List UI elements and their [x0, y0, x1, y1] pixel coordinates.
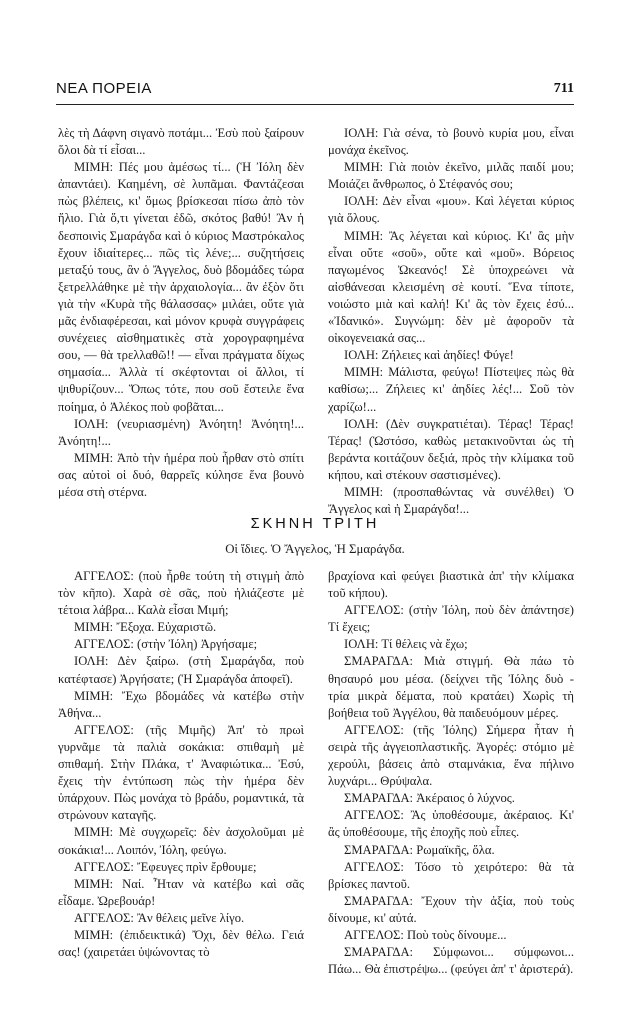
dialogue-line: ΜΙΜΗ: Ἂς λέγεται καὶ κύριος. Κι' ἂς μὴν εἶναι οὔτε «σοῦ», οὔτε καὶ «μοῦ». Βόρειος παγωμένος Ὠκεανός! Σὲ ὑποχρεώνει νὰ αἰσθάνεσαι κλεισμένη σὲ κουτί. Ἕνα τίποτε, νοιώστο μιὰ καὶ καλή! Κι' ἂς τὸν ἔχεις ἐσύ... «Ἰδανικό». Συγνώμη: δὲν μὲ ἀφοροῦν τὰ οἰκογενειακά σας...: [328, 228, 574, 346]
dialogue-line: ΜΙΜΗ: Μὲ συγχωρεῖς: δὲν ἀσχολοῦμαι μὲ σοκάκια!... Λοιπόν, Ἰόλη, φεύγω.: [58, 825, 304, 857]
dialogue-line: ΙΟΛΗ: Δὲν ξαίρω. (στὴ Σμαράγδα, ποὺ κατέφτασε) Ἀργήσατε; (Ἡ Σμαράγδα ἀποφεῖ).: [58, 654, 304, 686]
dialogue-line: ΑΓΓΕΛΟΣ: Ἂν θέλεις μεῖνε λίγο.: [74, 910, 245, 925]
dialogue-line: λὲς τὴ Δάφνη σιγανὸ ποτάμι... Ἐσὺ ποὺ ξαίρουν ὅλοι δὰ τί εἶσαι...: [58, 126, 304, 158]
dialogue-line: ΣΜΑΡΑΓΔΑ: Ἀκέραιος ὁ λύχνος.: [344, 791, 515, 806]
top-left-column: [58, 125, 304, 501]
dialogue-line: ΣΜΑΡΑΓΔΑ: Ἔχουν τὴν ἀξία, ποὺ τοὺς δίνουμε, κι' αὐτά.: [328, 893, 574, 925]
dialogue-line: ΑΓΓΕΛΟΣ: (στὴν Ἰόλη) Ἀργήσαμε;: [74, 637, 258, 652]
dialogue-line: ΜΙΜΗ: (ἐπιδεικτικά) Ὄχι, δὲν θέλω. Γειά σας! (χαιρετάει ὑψώνοντας τὸ: [58, 927, 304, 960]
dialogue-line: ΑΓΓΕΛΟΣ: Τόσο τὸ χειρότερο: θὰ τὰ βρίσκες παντοῦ.: [328, 859, 574, 891]
top-right-column: [328, 125, 574, 518]
bottom-left-column: [58, 568, 304, 961]
dialogue-line: ΜΙΜΗ: Πές μου ἀμέσως τί... (Ἡ Ἰόλη δὲν ἀπαντάει). Καημένη, σὲ λυπᾶμαι. Φαντάζεσαι πὼς βλέπεις, κι' ὅμως βρίσκεσαι πίσω ἀπὸ τὸν ἥλιο. Γιὰ ὅ,τι γίνεται ἐδῶ, σκότος βαθύ! Ἂν ἡ δεσποινὶς Σμαράγδα καὶ ὁ κύριος Μαστρόκαλος ἔχουν ἰδιαίτερες... πῶς τὶς λένε;... συζητήσεις μεταξύ τους, ἂν ὁ Ἄγγελος, δυὸ βδομάδες τώρα ξετρελλάθηκε μὲ τὴν ἀρχαιολογία... ἂν ἐξὸν ὅτι γιὰ τὴν «Κυρὰ τῆς θάλασσας» μιλάει, οὔτε γιὰ μᾶς ἐνδιαφέρεσαι, καὶ μόνον κρυφὰ συγγράφεις συνέχειες αἰσθηματικὲς στὰ χορογραφημένα σου, — θὰ τρελλαθῶ!! — εἶναι πράγματα δίχως σημασία... Ἀλλὰ τί σκέφτονται οἱ ἄλλοι, τί ψιθυρίζουν... Ὅπως τότε, που σοῦ ἔστειλε ἕνα ποίημα, ὁ Ἀλέκος ποὺ φοβᾶται...: [58, 160, 304, 414]
journal-title: ΝΕΑ ΠΟΡΕΙΑ: [56, 80, 152, 97]
dialogue-line: ΙΟΛΗ: (Δὲν συγκρατιέται). Τέρας! Τέρας! Τέρας! (Ὡστόσο, καθὼς μετακινοῦνται ὡς τὴ βεράντα κοιτάζουν δεξιά, πρὸς τὴν κλίμακα τοῦ κήπου, καὶ στέκουν σαστισμένες).: [328, 416, 574, 482]
dialogue-line: ΙΟΛΗ: Δὲν εἶναι «μου». Καὶ λέγεται κύριος γιὰ ὅλους.: [328, 194, 574, 226]
dialogue-line: βραχίονα καὶ φεύγει βιαστικὰ ἀπ' τὴν κλίμακα τοῦ κήπου).: [328, 569, 574, 601]
page-number: 711: [553, 81, 574, 96]
dialogue-line: ΜΙΜΗ: (προσπαθώντας νὰ συνέλθει) Ὁ Ἄγγελος καὶ ἡ Σμαράγδα!...: [328, 484, 574, 517]
dialogue-line: ΑΓΓΕΛΟΣ: Ποὺ τοὺς δίνουμε...: [344, 927, 507, 942]
dialogue-line: ΜΙΜΗ: Μάλιστα, φεύγω! Πίστεψες πὼς θὰ καθίσω;... Ζήλειες κι' ἀηδίες λές!... Σοῦ τὸν χαρίζω!...: [328, 365, 574, 414]
dialogue-line: ΜΙΜΗ: Ἔξοχα. Εὐχαριστῶ.: [74, 620, 217, 635]
dialogue-line: ΜΙΜΗ: Ναί. Ἦταν νὰ κατέβω καὶ σᾶς εἶδαμε. Ὠρεβουάρ!: [58, 876, 304, 908]
dialogue-line: ΜΙΜΗ: Ἔχω βδομάδες νὰ κατέβω στὴν Ἀθήνα...: [58, 688, 304, 720]
dialogue-line: ΑΓΓΕΛΟΣ: (τῆς Μιμῆς) Ἀπ' τὸ πρωὶ γυρνᾶμε τὰ παλιὰ σοκάκια: σπιθαμὴ μὲ σπιθαμή. Στὴν Πλάκα, τ' Ἀναφιώτικα... Ἐσύ, ἔχεις τὴν ἐντύπωση πὼς τὴν ἡμέρα δὲν ὑπάρχουν. Πὼς μονάχα τὸ βράδυ, ρομαντικά, τὰ στρώνουν καταγῆς.: [58, 722, 304, 823]
header-rule: [56, 104, 574, 105]
dialogue-line: ΣΜΑΡΑΓΔΑ: Ρωμαϊκῆς, ὅλα.: [344, 842, 495, 857]
dialogue-line: ΙΟΛΗ: (νευριασμένη) Ἀνόητη! Ἀνόητη!... Ἀνόητη!...: [58, 416, 304, 448]
dialogue-line: ΑΓΓΕΛΟΣ: Ἔφευγες πρὶν ἔρθουμε;: [74, 859, 257, 874]
bottom-right-column: [328, 568, 574, 978]
dialogue-line: ΑΓΓΕΛΟΣ: (τῆς Ἰόλης) Σήμερα ἦταν ἡ σειρὰ τῆς ἀγγειοπλαστικῆς. Ἀγορές: στόμιο μὲ χερούλι, βάσεις ἀπὸ σταμνάκια, ἕνα πήλινο λυχνάρι... Θρύψαλα.: [328, 722, 574, 789]
dialogue-line: ΑΓΓΕΛΟΣ: (ποὺ ἦρθε τούτη τὴ στιγμὴ ἀπὸ τὸν κῆπο). Χαρὰ σὲ σᾶς, ποὺ ἡλιάζεστε μὲ τέτοια λάβρα... Καλὰ εἶσαι Μιμή;: [58, 569, 304, 618]
dialogue-line: ΙΟΛΗ: Γιὰ σένα, τὸ βουνὸ κυρία μου, εἶναι μονάχα ἐκεῖνος.: [328, 126, 574, 158]
dialogue-line: ΜΙΜΗ: Γιὰ ποιὸν ἐκεῖνο, μιλᾶς παιδί μου; Μοιάζει ἄνθρωπος, ὁ Στέφανός σου;: [328, 160, 574, 192]
scene-subtitle: Οἱ ἴδιες. Ὁ Ἄγγελος, Ἡ Σμαράγδα.: [225, 542, 405, 556]
dialogue-line: ΣΜΑΡΑΓΔΑ: Σύμφωνοι... σύμφωνοι... Πάω... Θὰ ἐπιστρέψω... (φεύγει ἀπ' τ' ἀριστερά).: [328, 945, 574, 977]
dialogue-line: ΜΙΜΗ: Ἀπὸ τὴν ἡμέρα ποὺ ἦρθαν στὸ σπίτι σας αὐτοὶ οἱ δυό, θαρρεῖς κύλησε ἕνα βουνὸ μέσα στὴ στέρνα.: [58, 450, 304, 499]
page-header: [56, 80, 574, 102]
dialogue-line: ΣΜΑΡΑΓΔΑ: Μιὰ στιγμή. Θὰ πάω τὸ θησαυρό μου μέσα. (δείχνει τῆς Ἰόλης δυὸ - τρία μικρὰ δέματα, ποὺ κρατάει) Χωρὶς τὴ βοήθεια τοῦ Ἀγγέλου, θὰ παιδευόμουν μέρες.: [328, 654, 574, 720]
dialogue-line: ΙΟΛΗ: Τί θέλεις νὰ ἔχω;: [344, 637, 468, 652]
scene-title: ΣΚΗΝΗ ΤΡΙΤΗ: [250, 516, 380, 532]
dialogue-line: ΙΟΛΗ: Ζήλειες καὶ ἀηδίες! Φύγε!: [344, 348, 514, 363]
dialogue-line: ΑΓΓΕΛΟΣ: (στὴν Ἰόλη, ποὺ δὲν ἀπάντησε) Τί ἔχεις;: [328, 603, 574, 635]
dialogue-line: ΑΓΓΕΛΟΣ: Ἂς ὑποθέσουμε, ἀκέραιος. Κι' ἂς ὑποθέσουμε, τῆς ἐποχῆς ποὺ εἶπες.: [328, 808, 574, 840]
